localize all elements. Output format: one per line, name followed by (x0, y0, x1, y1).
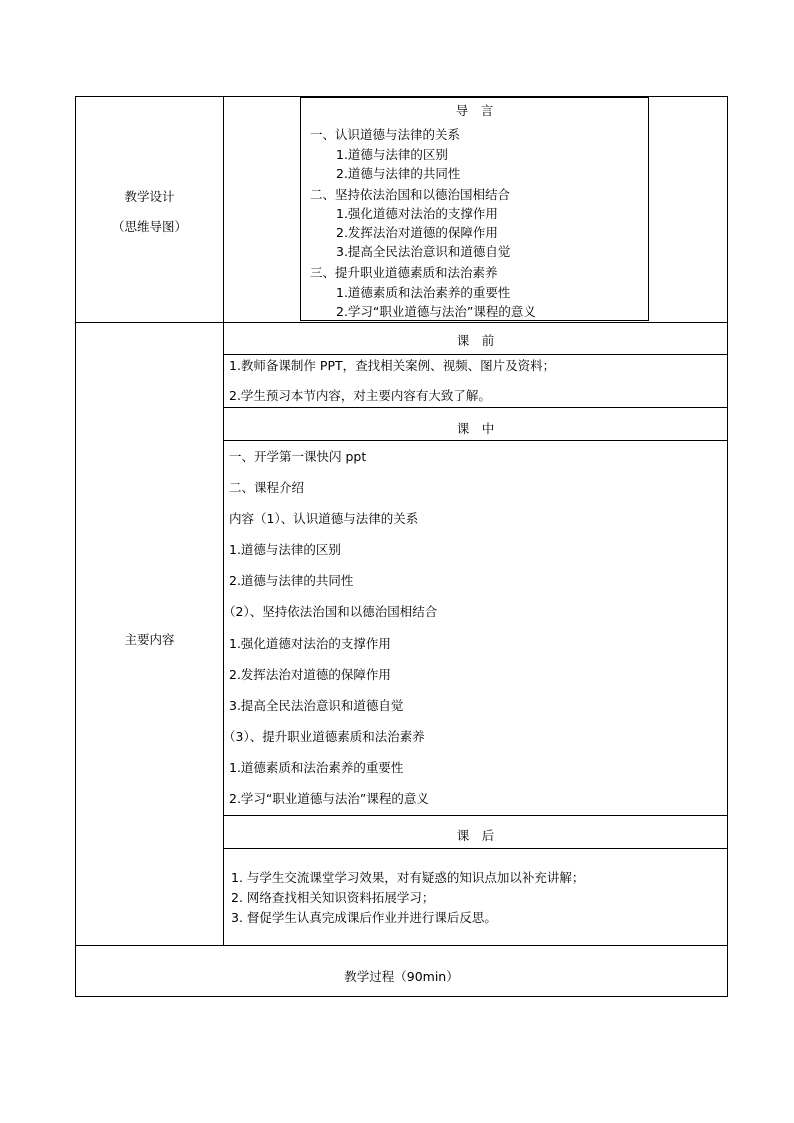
border-bottom (75, 996, 728, 997)
during-item: 二、课程介绍 (229, 480, 305, 495)
during-item: 3.提高全民法治意识和道德自觉 (229, 698, 404, 713)
mindmap-title: 导 言 (455, 103, 494, 118)
after-item: 1. 与学生交流课堂学习效果，对有疑惑的知识点加以补充讲解； (231, 870, 585, 885)
after-item: 3. 督促学生认真完成课后作业并进行课后反思。 (231, 910, 497, 925)
border-before-header (223, 354, 728, 355)
during-item: 一、开学第一课快闪 ppt (229, 449, 367, 464)
mindmap-item: 2.发挥法治对道德的保障作用 (336, 225, 498, 240)
border-during-header (223, 440, 728, 441)
before-header: 课 前 (456, 333, 495, 348)
during-header: 课 中 (456, 421, 495, 436)
border-label-column (223, 96, 224, 946)
mindmap-item: 三、提升职业道德素质和法治素养 (310, 265, 498, 280)
before-item: 1.教师备课制作 PPT，查找相关案例、视频、图片及资料； (229, 358, 556, 373)
during-item: 1.道德素质和法治素养的重要性 (229, 760, 404, 775)
before-item: 2.学生预习本节内容，对主要内容有大致了解。 (229, 388, 491, 403)
mindmap-item: 二、坚持依法治国和以德治国相结合 (310, 187, 511, 202)
during-item: （2）、坚持依法治国和以德治国相结合 (223, 604, 438, 619)
during-item: 1.强化道德对法治的支撑作用 (229, 636, 391, 651)
during-item: 2.学习“职业道德与法治”课程的意义 (229, 791, 429, 806)
border-before-bottom (223, 407, 728, 408)
design-label-line2: （思维导图） (111, 219, 187, 234)
mindmap-item: 一、认识道德与法律的关系 (310, 127, 461, 142)
during-item: 1.道德与法律的区别 (229, 542, 341, 557)
design-label-line1: 教学设计 (124, 189, 175, 204)
during-item: （3）、提升职业道德素质和法治素养 (223, 729, 425, 744)
main-label: 主要内容 (124, 632, 175, 647)
during-item: 内容（1）、认识道德与法律的关系 (229, 511, 419, 526)
border-right (727, 96, 728, 997)
border-during-bottom (223, 815, 728, 816)
mindmap-item: 3.提高全民法治意识和道德自觉 (336, 244, 511, 259)
mindmap-item: 1.道德与法律的区别 (336, 147, 448, 162)
teaching-process-label: 教学过程（90min） (344, 969, 459, 984)
mindmap-item: 2.学习“职业道德与法治”课程的意义 (336, 304, 536, 319)
mindmap-item: 1.道德素质和法治素养的重要性 (336, 285, 511, 300)
border-main-bottom (75, 945, 728, 946)
border-after-header (223, 848, 728, 849)
during-item: 2.发挥法治对道德的保障作用 (229, 667, 391, 682)
during-item: 2.道德与法律的共同性 (229, 573, 354, 588)
after-header: 课 后 (456, 828, 495, 843)
mindmap-item: 1.强化道德对法治的支撑作用 (336, 206, 498, 221)
border-design-bottom (75, 322, 728, 323)
mindmap-item: 2.道德与法律的共同性 (336, 166, 461, 181)
after-item: 2. 网络查找相关知识资料拓展学习； (231, 890, 435, 905)
